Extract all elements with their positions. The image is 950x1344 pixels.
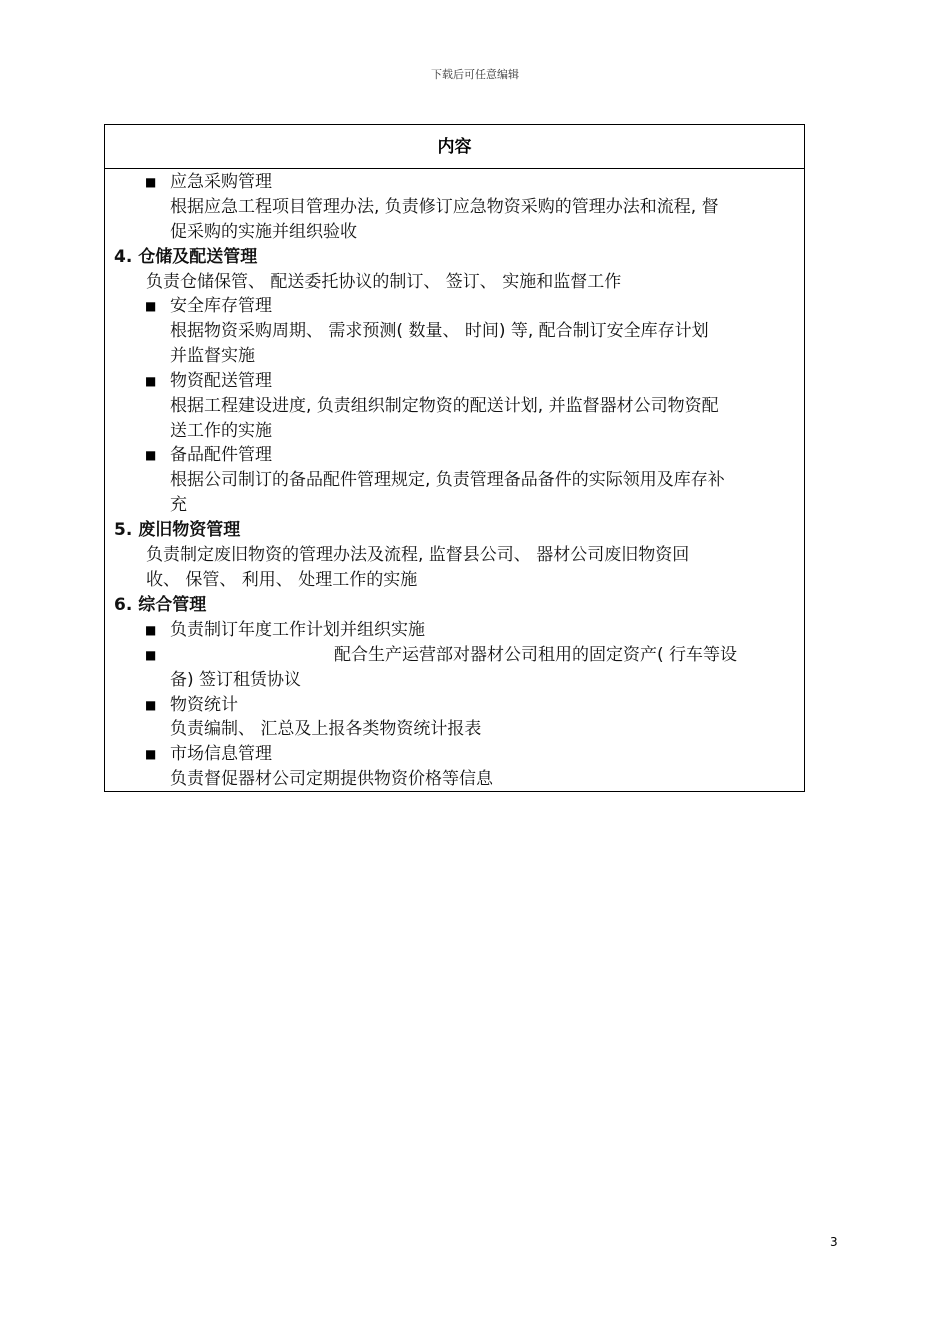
list-item-title: 物资配送管理: [170, 371, 272, 391]
paragraph-line: 促采购的实施并组织验收: [170, 222, 357, 242]
paragraph-line: 根据物资采购周期、 需求预测( 数量、 时间) 等, 配合制订安全库存计划: [170, 321, 709, 341]
paragraph-line: 根据公司制订的备品配件管理规定, 负责管理备品备件的实际领用及库存补: [170, 470, 725, 490]
bullet-icon: ■: [145, 698, 157, 712]
bullet-icon: ■: [145, 747, 157, 761]
table-header: 内容: [105, 125, 804, 169]
paragraph-line: 根据工程建设进度, 负责组织制定物资的配送计划, 并监督器材公司物资配: [170, 396, 719, 416]
paragraph-line: 根据应急工程项目管理办法, 负责修订应急物资采购的管理办法和流程, 督: [170, 197, 719, 217]
list-item-title: 市场信息管理: [170, 744, 272, 764]
paragraph-line: 负责制定废旧物资的管理办法及流程, 监督县公司、 器材公司废旧物资回: [146, 545, 690, 565]
bullet-icon: ■: [145, 299, 157, 313]
section-heading: 5. 废旧物资管理: [114, 520, 241, 540]
paragraph-line: 收、 保管、 利用、 处理工作的实施: [146, 570, 418, 590]
bullet-icon: ■: [145, 175, 157, 189]
section-heading: 4. 仓储及配送管理: [114, 247, 258, 267]
list-item-title: 负责制订年度工作计划并组织实施: [170, 620, 425, 640]
paragraph-line: 送工作的实施: [170, 421, 272, 441]
page-header: 下载后可任意编辑: [431, 68, 519, 81]
paragraph-line: 负责编制、 汇总及上报各类物资统计报表: [170, 719, 482, 739]
paragraph-line: 负责仓储保管、 配送委托协议的制订、 签订、 实施和监督工作: [146, 272, 622, 292]
list-item-title: 备品配件管理: [170, 445, 272, 465]
section-heading: 6. 综合管理: [114, 595, 207, 615]
paragraph-line: 负责督促器材公司定期提供物资价格等信息: [170, 769, 493, 789]
bullet-icon: ■: [145, 623, 157, 637]
paragraph-line: 配合生产运营部对器材公司租用的固定资产( 行车等设: [334, 645, 738, 665]
list-item-title: 物资统计: [170, 695, 238, 715]
list-item-title: 应急采购管理: [170, 172, 272, 192]
bullet-icon: ■: [145, 648, 157, 662]
paragraph-line: 备) 签订租赁协议: [170, 670, 302, 690]
bullet-icon: ■: [145, 448, 157, 462]
page-number: 3: [830, 1235, 838, 1249]
list-item-title: 安全库存管理: [170, 296, 272, 316]
paragraph-line: 充: [170, 495, 187, 515]
paragraph-line: 并监督实施: [170, 346, 255, 366]
bullet-icon: ■: [145, 374, 157, 388]
